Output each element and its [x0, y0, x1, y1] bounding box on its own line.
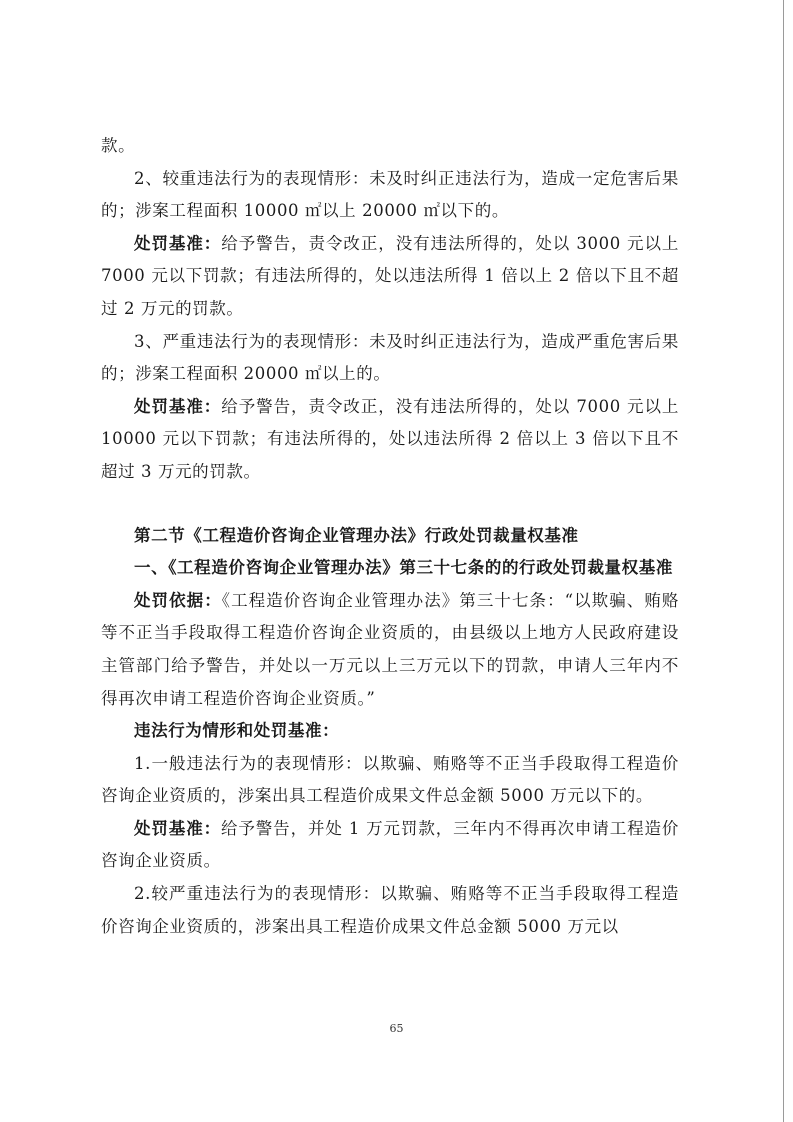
paragraph-text: 给予警告，责令改正，没有违法所得的，处以 3000 元以上 7000 元以下罚款；有违法所得的，处以违法所得 1 倍以上 2 倍以下且不超过 2 万元的罚款。 — [101, 233, 679, 318]
paragraphs-top — [101, 130, 679, 489]
paragraph-text: 给予警告，并处 1 万元罚款，三年内不得再次申请工程造价咨询企业资质。 — [101, 818, 679, 871]
paragraph — [101, 228, 679, 326]
paragraph — [101, 163, 679, 228]
paragraph — [101, 813, 679, 878]
paragraph-text: 款。 — [101, 136, 136, 155]
page-number: 65 — [389, 1022, 404, 1035]
paragraphs-bottom — [101, 585, 679, 944]
paragraph — [101, 130, 679, 163]
scan-edge-line — [783, 0, 784, 1122]
paragraph — [101, 326, 679, 391]
paragraph — [101, 748, 679, 813]
bold-label: 处罚依据： — [134, 590, 222, 610]
paragraph — [101, 391, 679, 489]
section-title: 第二节《工程造价咨询企业管理办法》行政处罚裁量权基准 — [134, 525, 579, 545]
paragraph-text: 《工程造价咨询企业管理办法》第三十七条：“以欺骗、贿赂等不正当手段取得工程造价咨询企业资质的，由县级以上地方人民政府建设主管部门给予警告，并处以一万元以上三万元以下的罚款，申请人三年内不得再次申请工程造价咨询企业资质。” — [101, 590, 679, 708]
bold-label: 违法行为情形和处罚基准： — [134, 721, 340, 741]
paragraph-text: 2、较重违法行为的表现情形：未及时纠正违法行为，造成一定危害后果的；涉案工程面积 10000 ㎡以上 20000 ㎡以下的。 — [101, 168, 679, 221]
section-subtitle: 一、《工程造价咨询企业管理办法》第三十七条的的行政处罚裁量权基准 — [134, 558, 673, 578]
paragraph — [101, 878, 679, 943]
paragraph-text: 2.较严重违法行为的表现情形：以欺骗、贿赂等不正当手段取得工程造价咨询企业资质的，涉案出具工程造价成果文件总金额 5000 万元以 — [101, 884, 679, 936]
paragraph — [101, 585, 679, 715]
bold-label: 处罚基准： — [134, 233, 222, 253]
section-gap — [101, 489, 679, 520]
bold-label: 处罚基准： — [134, 818, 221, 838]
paragraph-text: 1.一般违法行为的表现情形：以欺骗、贿赂等不正当手段取得工程造价咨询企业资质的，涉案出具工程造价成果文件总金额 5000 万元以下的。 — [101, 753, 679, 806]
bold-label: 处罚基准： — [134, 396, 222, 416]
paragraph-text: 给予警告，责令改正，没有违法所得的，处以 7000 元以上 10000 元以下罚款；有违法所得的，处以违法所得 2 倍以上 3 倍以下且不超过 3 万元的罚款。 — [101, 396, 679, 481]
paragraph-text: 3、严重违法行为的表现情形：未及时纠正违法行为，造成严重危害后果的；涉案工程面积 20000 ㎡以上的。 — [101, 331, 679, 384]
paragraph — [101, 715, 679, 748]
page-content — [101, 130, 679, 943]
